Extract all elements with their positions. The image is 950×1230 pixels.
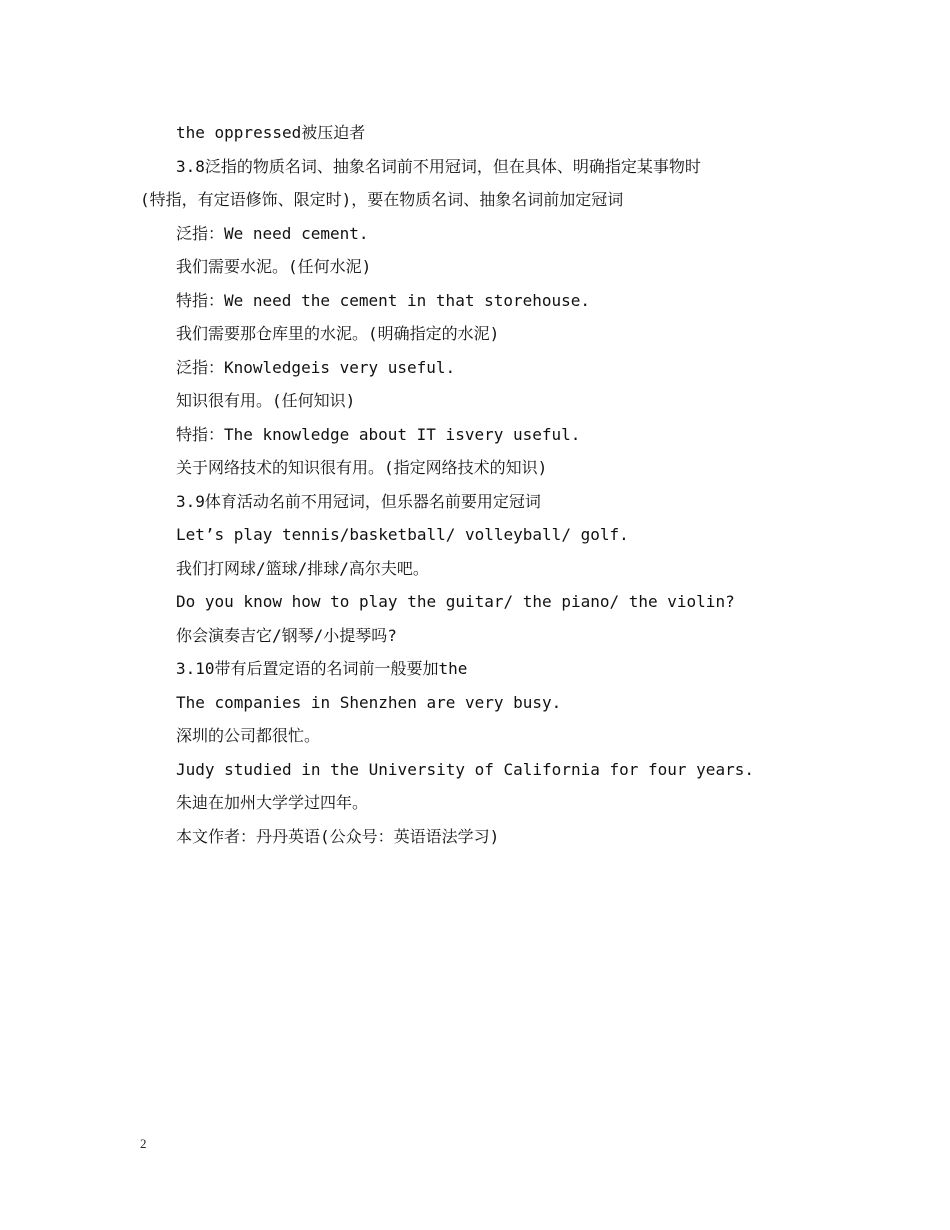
text-line: 泛指：Knowledgeis very useful. bbox=[176, 357, 456, 377]
text-line: 特指：We need the cement in that storehouse. bbox=[176, 290, 591, 310]
text-line: 朱迪在加州大学学过四年。 bbox=[176, 793, 369, 812]
text-line: (特指，有定语修饰、限定时)，要在物质名词、抽象名词前加定冠词 bbox=[140, 190, 624, 209]
text-line: the oppressed被压迫者 bbox=[176, 123, 366, 142]
page-number: 2 bbox=[140, 1136, 147, 1151]
text-line: 你会演奏吉它/钢琴/小提琴吗? bbox=[176, 625, 397, 645]
document-body bbox=[140, 116, 830, 853]
paragraph-3-8 bbox=[140, 150, 830, 217]
text-line: 3.10带有后置定语的名词前一般要加the bbox=[176, 659, 468, 678]
text-line: 3.8泛指的物质名词、抽象名词前不用冠词，但在具体、明确指定某事物时 bbox=[176, 156, 701, 176]
text-line: 深圳的公司都很忙。 bbox=[176, 726, 321, 745]
text-line: Do you know how to play the guitar/ the piano/ the violin? bbox=[176, 592, 735, 611]
text-line: Let’s play tennis/basketball/ volleyball/ golf. bbox=[176, 525, 629, 544]
text-line: 知识很有用。(任何知识) bbox=[176, 391, 356, 410]
text-line: The companies in Shenzhen are very busy. bbox=[176, 692, 562, 712]
text-line: 3.9体育活动名前不用冠词，但乐器名前要用定冠词 bbox=[176, 491, 541, 511]
text-line: Judy studied in the University of California for four years. bbox=[176, 759, 754, 779]
text-line: 我们需要那仓库里的水泥。(明确指定的水泥) bbox=[176, 324, 500, 343]
text-line: 本文作者：丹丹英语(公众号：英语语法学习) bbox=[176, 826, 500, 846]
text-line: 我们打网球/篮球/排球/高尔夫吧。 bbox=[176, 558, 429, 578]
text-line: 关于网络技术的知识很有用。(指定网络技术的知识) bbox=[176, 458, 548, 477]
text-line: 我们需要水泥。(任何水泥) bbox=[176, 257, 372, 276]
text-line: 特指：The knowledge about IT isvery useful. bbox=[176, 424, 581, 444]
text-line: 泛指：We need cement. bbox=[176, 223, 369, 243]
